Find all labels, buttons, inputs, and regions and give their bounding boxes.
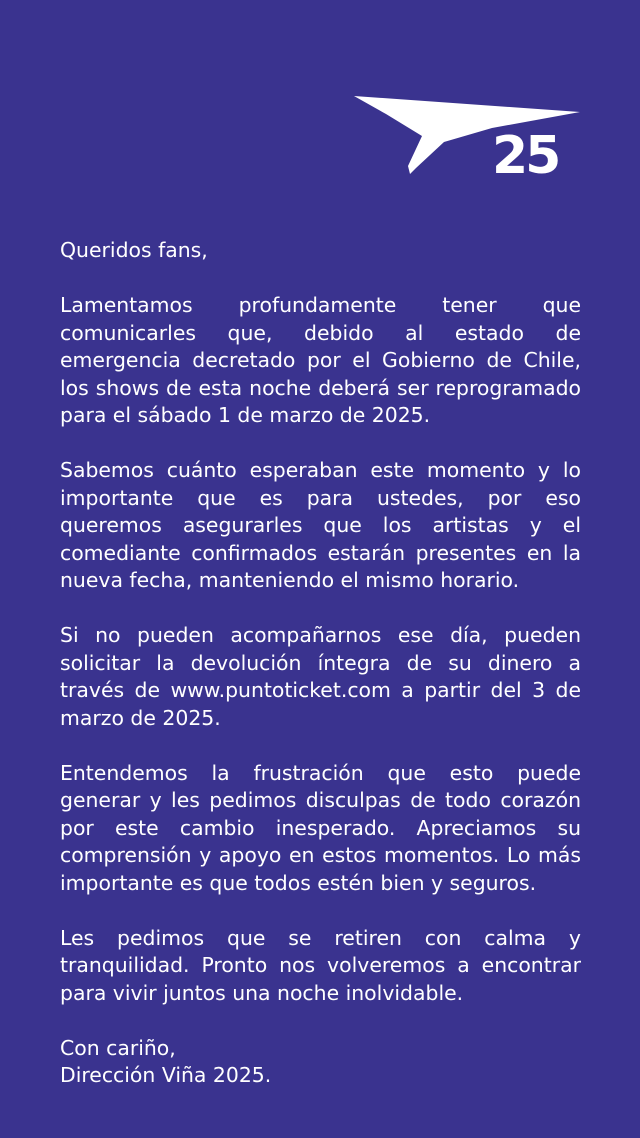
closing-line: Con cariño,	[60, 1035, 176, 1060]
festival-logo	[352, 94, 584, 186]
paragraph-4: Entendemos la frustración que esto puede generar y les pedimos disculpas de todo corazón por este cambio inesperado. Apreciamos su comprensión y apoyo en estos momentos. Lo más importante es que todos estén bien y seguros.	[60, 760, 581, 895]
signature: Dirección Viña 2025.	[60, 1063, 272, 1087]
paragraph-2: Sabemos cuánto esperaban este momento y lo importante que es para ustedes, por eso queremos asegurarles que los artistas y el comediante confirmados estarán presentes en la nueva fecha, manteniendo el mismo horario.	[60, 458, 581, 592]
letter-body	[60, 237, 581, 1117]
paragraph-5: Les pedimos que se retiren con calma y tranquilidad. Pronto nos volveremos a encontrar para vivir juntos una noche inolvidable.	[60, 925, 581, 1005]
logo-number: 25	[492, 126, 559, 186]
paragraph-3: Si no pueden acompañarnos ese día, pueden solicitar la devolución íntegra de su dinero a través de www.puntoticket.com a partir del 3 de marzo de 2025.	[60, 623, 581, 730]
paragraph-1: Lamentamos profundamente tener que comunicarles que, debido al estado de emergencia decretado por el Gobierno de Chile, los shows de esta noche deberá ser reprogramado para el sábado 1 de marzo de 2025.	[60, 293, 581, 427]
greeting: Queridos fans,	[60, 238, 208, 262]
sign-off	[60, 1035, 581, 1090]
